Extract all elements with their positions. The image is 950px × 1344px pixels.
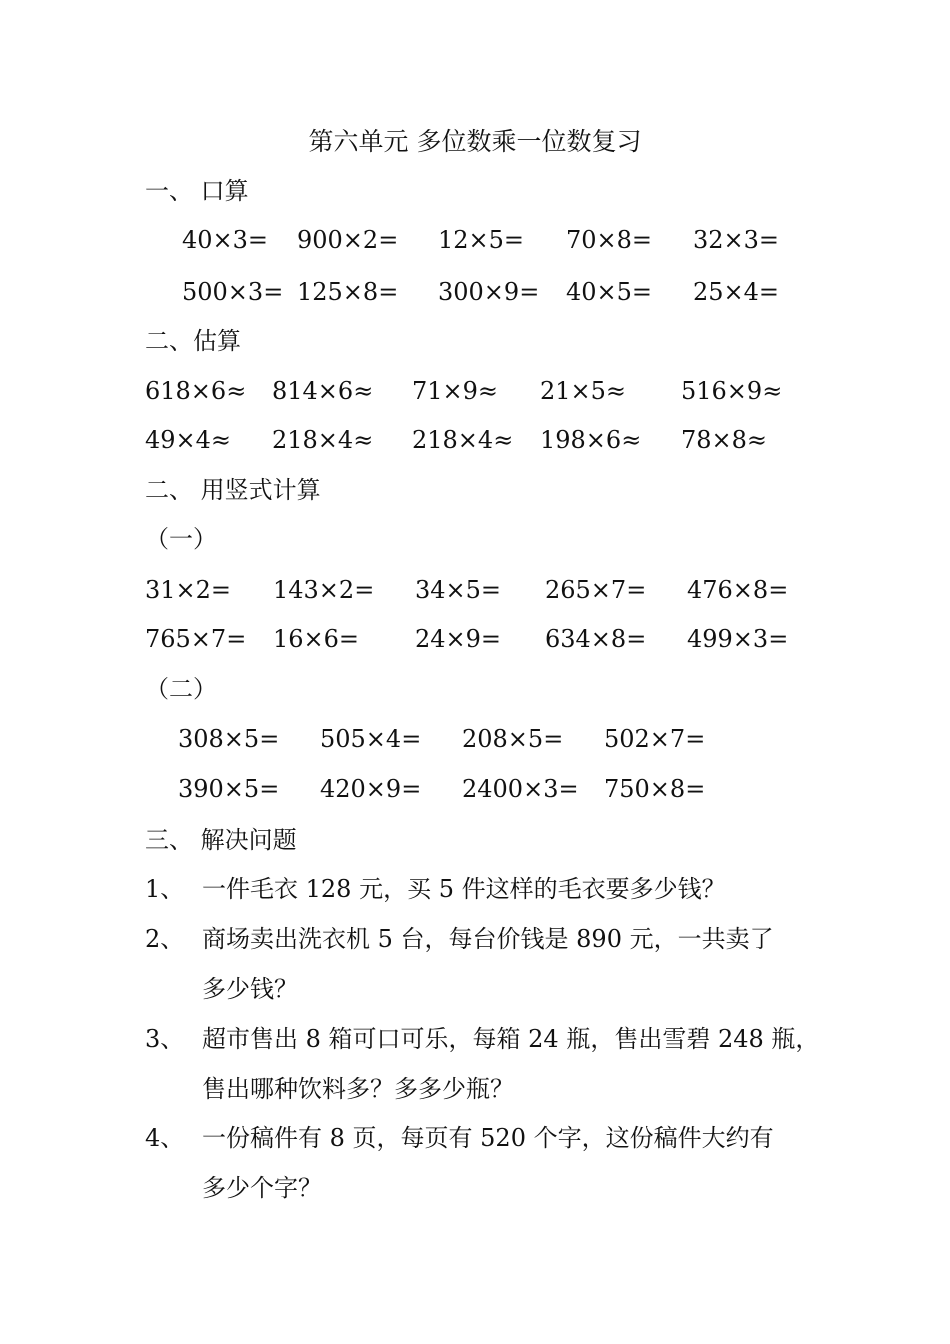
estimate-problem: 78×8≈	[681, 426, 768, 454]
problem-number: 1、	[145, 875, 185, 903]
problem-number: 4、	[145, 1124, 185, 1152]
problem-text: 一件毛衣 128 元，买 5 件这样的毛衣要多少钱？	[202, 875, 726, 903]
estimate-problem: 618×6≈	[145, 377, 247, 405]
oral-problem: 12×5=	[438, 226, 525, 254]
section-heading-estimate: 二、估算	[145, 327, 241, 355]
vertical-problem: 16×6=	[273, 625, 360, 653]
problem-text: 超市售出 8 箱可口可乐，每箱 24 瓶，售出雪碧 248 瓶，	[202, 1025, 820, 1053]
oral-problem: 900×2=	[297, 226, 399, 254]
vertical-problem: 505×4=	[320, 725, 422, 753]
estimate-problem: 21×5≈	[540, 377, 627, 405]
section-heading-oral: 一、 口算	[145, 177, 249, 205]
subsection-label: （二）	[145, 675, 217, 703]
estimate-problem: 218×4≈	[412, 426, 514, 454]
vertical-problem: 390×5=	[178, 775, 280, 803]
problem-text: 多少钱？	[202, 975, 298, 1003]
vertical-problem: 31×2=	[145, 576, 232, 604]
vertical-problem: 265×7=	[545, 576, 647, 604]
vertical-problem: 502×7=	[604, 725, 706, 753]
estimate-problem: 516×9≈	[681, 377, 783, 405]
problem-text: 售出哪种饮料多？多多少瓶？	[202, 1075, 514, 1103]
vertical-problem: 420×9=	[320, 775, 422, 803]
estimate-problem: 71×9≈	[412, 377, 499, 405]
oral-problem: 40×3=	[182, 226, 269, 254]
vertical-problem: 143×2=	[273, 576, 375, 604]
oral-problem: 70×8=	[566, 226, 653, 254]
section-heading-vertical: 二、 用竖式计算	[145, 476, 321, 504]
problem-text: 多少个字？	[202, 1174, 322, 1202]
vertical-problem: 308×5=	[178, 725, 280, 753]
oral-problem: 40×5=	[566, 278, 653, 306]
oral-problem: 32×3=	[693, 226, 780, 254]
section-heading-problems: 三、 解决问题	[145, 826, 297, 854]
estimate-problem: 218×4≈	[272, 426, 374, 454]
vertical-problem: 634×8=	[545, 625, 647, 653]
page-title: 第六单元 多位数乘一位数复习	[308, 127, 642, 156]
estimate-problem: 198×6≈	[540, 426, 642, 454]
problem-number: 2、	[145, 925, 185, 953]
oral-problem: 500×3=	[182, 278, 284, 306]
vertical-problem: 2400×3=	[462, 775, 579, 803]
problem-text: 商场卖出洗衣机 5 台，每台价钱是 890 元，一共卖了	[202, 925, 774, 953]
vertical-problem: 765×7=	[145, 625, 247, 653]
vertical-problem: 750×8=	[604, 775, 706, 803]
vertical-problem: 499×3=	[687, 625, 789, 653]
oral-problem: 300×9=	[438, 278, 540, 306]
vertical-problem: 24×9=	[415, 625, 502, 653]
oral-problem: 25×4=	[693, 278, 780, 306]
vertical-problem: 34×5=	[415, 576, 502, 604]
estimate-problem: 49×4≈	[145, 426, 232, 454]
subsection-label: （一）	[145, 525, 217, 553]
vertical-problem: 476×8=	[687, 576, 789, 604]
problem-text: 一份稿件有 8 页，每页有 520 个字，这份稿件大约有	[202, 1124, 774, 1152]
vertical-problem: 208×5=	[462, 725, 564, 753]
estimate-problem: 814×6≈	[272, 377, 374, 405]
problem-number: 3、	[145, 1025, 185, 1053]
oral-problem: 125×8=	[297, 278, 399, 306]
